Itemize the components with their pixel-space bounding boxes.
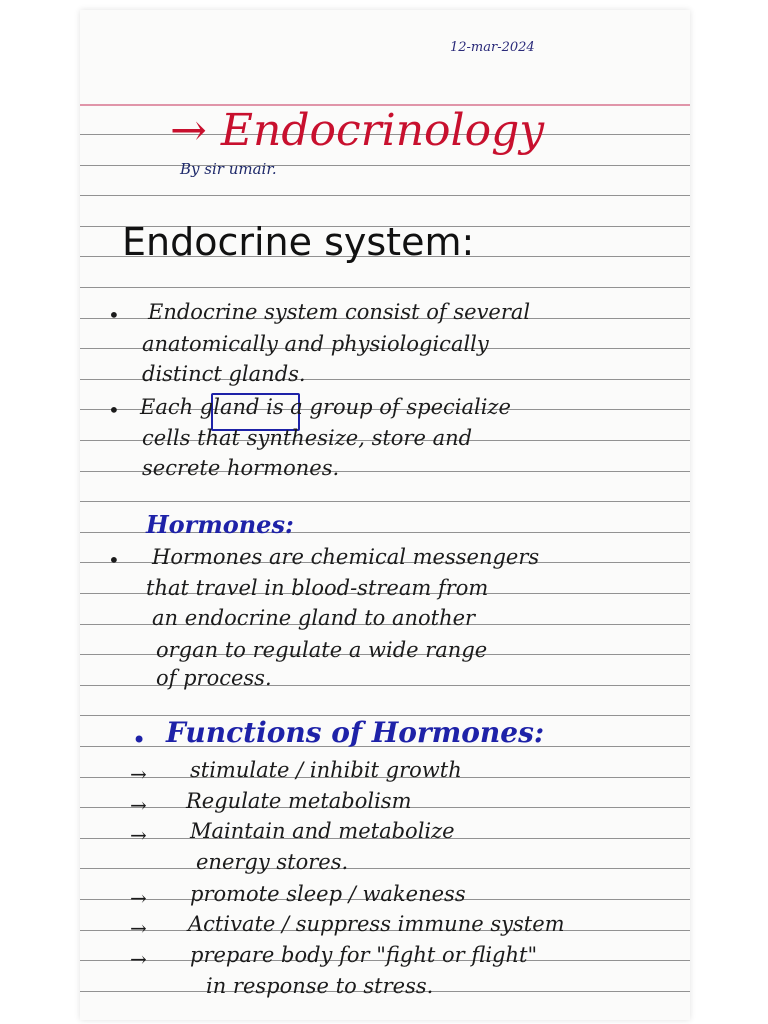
- ruled-line: [80, 165, 690, 166]
- text-line: distinct glands.: [142, 362, 306, 386]
- list-item: Regulate metabolism: [186, 789, 412, 813]
- text-line: Endocrine system consist of several: [148, 300, 531, 324]
- text-line: organ to regulate a wide range: [156, 638, 488, 662]
- text-line: secrete hormones.: [142, 456, 340, 480]
- ruled-line: [80, 501, 690, 502]
- bullet-icon: •: [108, 398, 120, 422]
- text-line: that travel in blood-stream from: [146, 576, 489, 600]
- list-item: energy stores.: [196, 850, 349, 874]
- arrow-icon: →: [130, 762, 147, 786]
- text-line: of process.: [156, 666, 272, 690]
- list-item: in response to stress.: [206, 974, 434, 998]
- byline: By sir umair.: [180, 160, 277, 178]
- section-heading-hormones: Hormones:: [146, 510, 294, 539]
- notebook-page: [80, 10, 690, 1020]
- ruled-line: [80, 195, 690, 196]
- list-item: Activate / suppress immune system: [188, 912, 565, 936]
- page-title: → Endocrinology: [170, 105, 545, 156]
- text-line: cells that synthesize, store and: [142, 426, 473, 450]
- arrow-icon: →: [130, 823, 147, 847]
- arrow-icon: →: [130, 886, 147, 910]
- text-line: Hormones are chemical messengers: [152, 545, 540, 569]
- ruled-line: [80, 868, 690, 869]
- bullet-icon: •: [108, 548, 120, 572]
- arrow-icon: →: [130, 793, 147, 817]
- arrow-icon: →: [130, 916, 147, 940]
- bullet-icon: •: [108, 303, 120, 327]
- page-date: 12-mar-2024: [450, 40, 535, 55]
- text-line: Each gland is a group of specialize: [140, 395, 511, 419]
- ruled-line: [80, 287, 690, 288]
- list-item: prepare body for "fight or flight": [190, 943, 538, 967]
- bullet-icon: •: [132, 726, 147, 754]
- section-heading-functions: Functions of Hormones:: [166, 716, 545, 749]
- list-item: stimulate / inhibit growth: [190, 758, 462, 782]
- text-line: anatomically and physiologically: [142, 332, 489, 356]
- text-line: an endocrine gland to another: [152, 606, 476, 630]
- arrow-icon: →: [130, 947, 147, 971]
- section-heading-endocrine-system: Endocrine system:: [122, 220, 475, 264]
- list-item: promote sleep / wakeness: [190, 882, 466, 906]
- list-item: Maintain and metabolize: [190, 819, 455, 843]
